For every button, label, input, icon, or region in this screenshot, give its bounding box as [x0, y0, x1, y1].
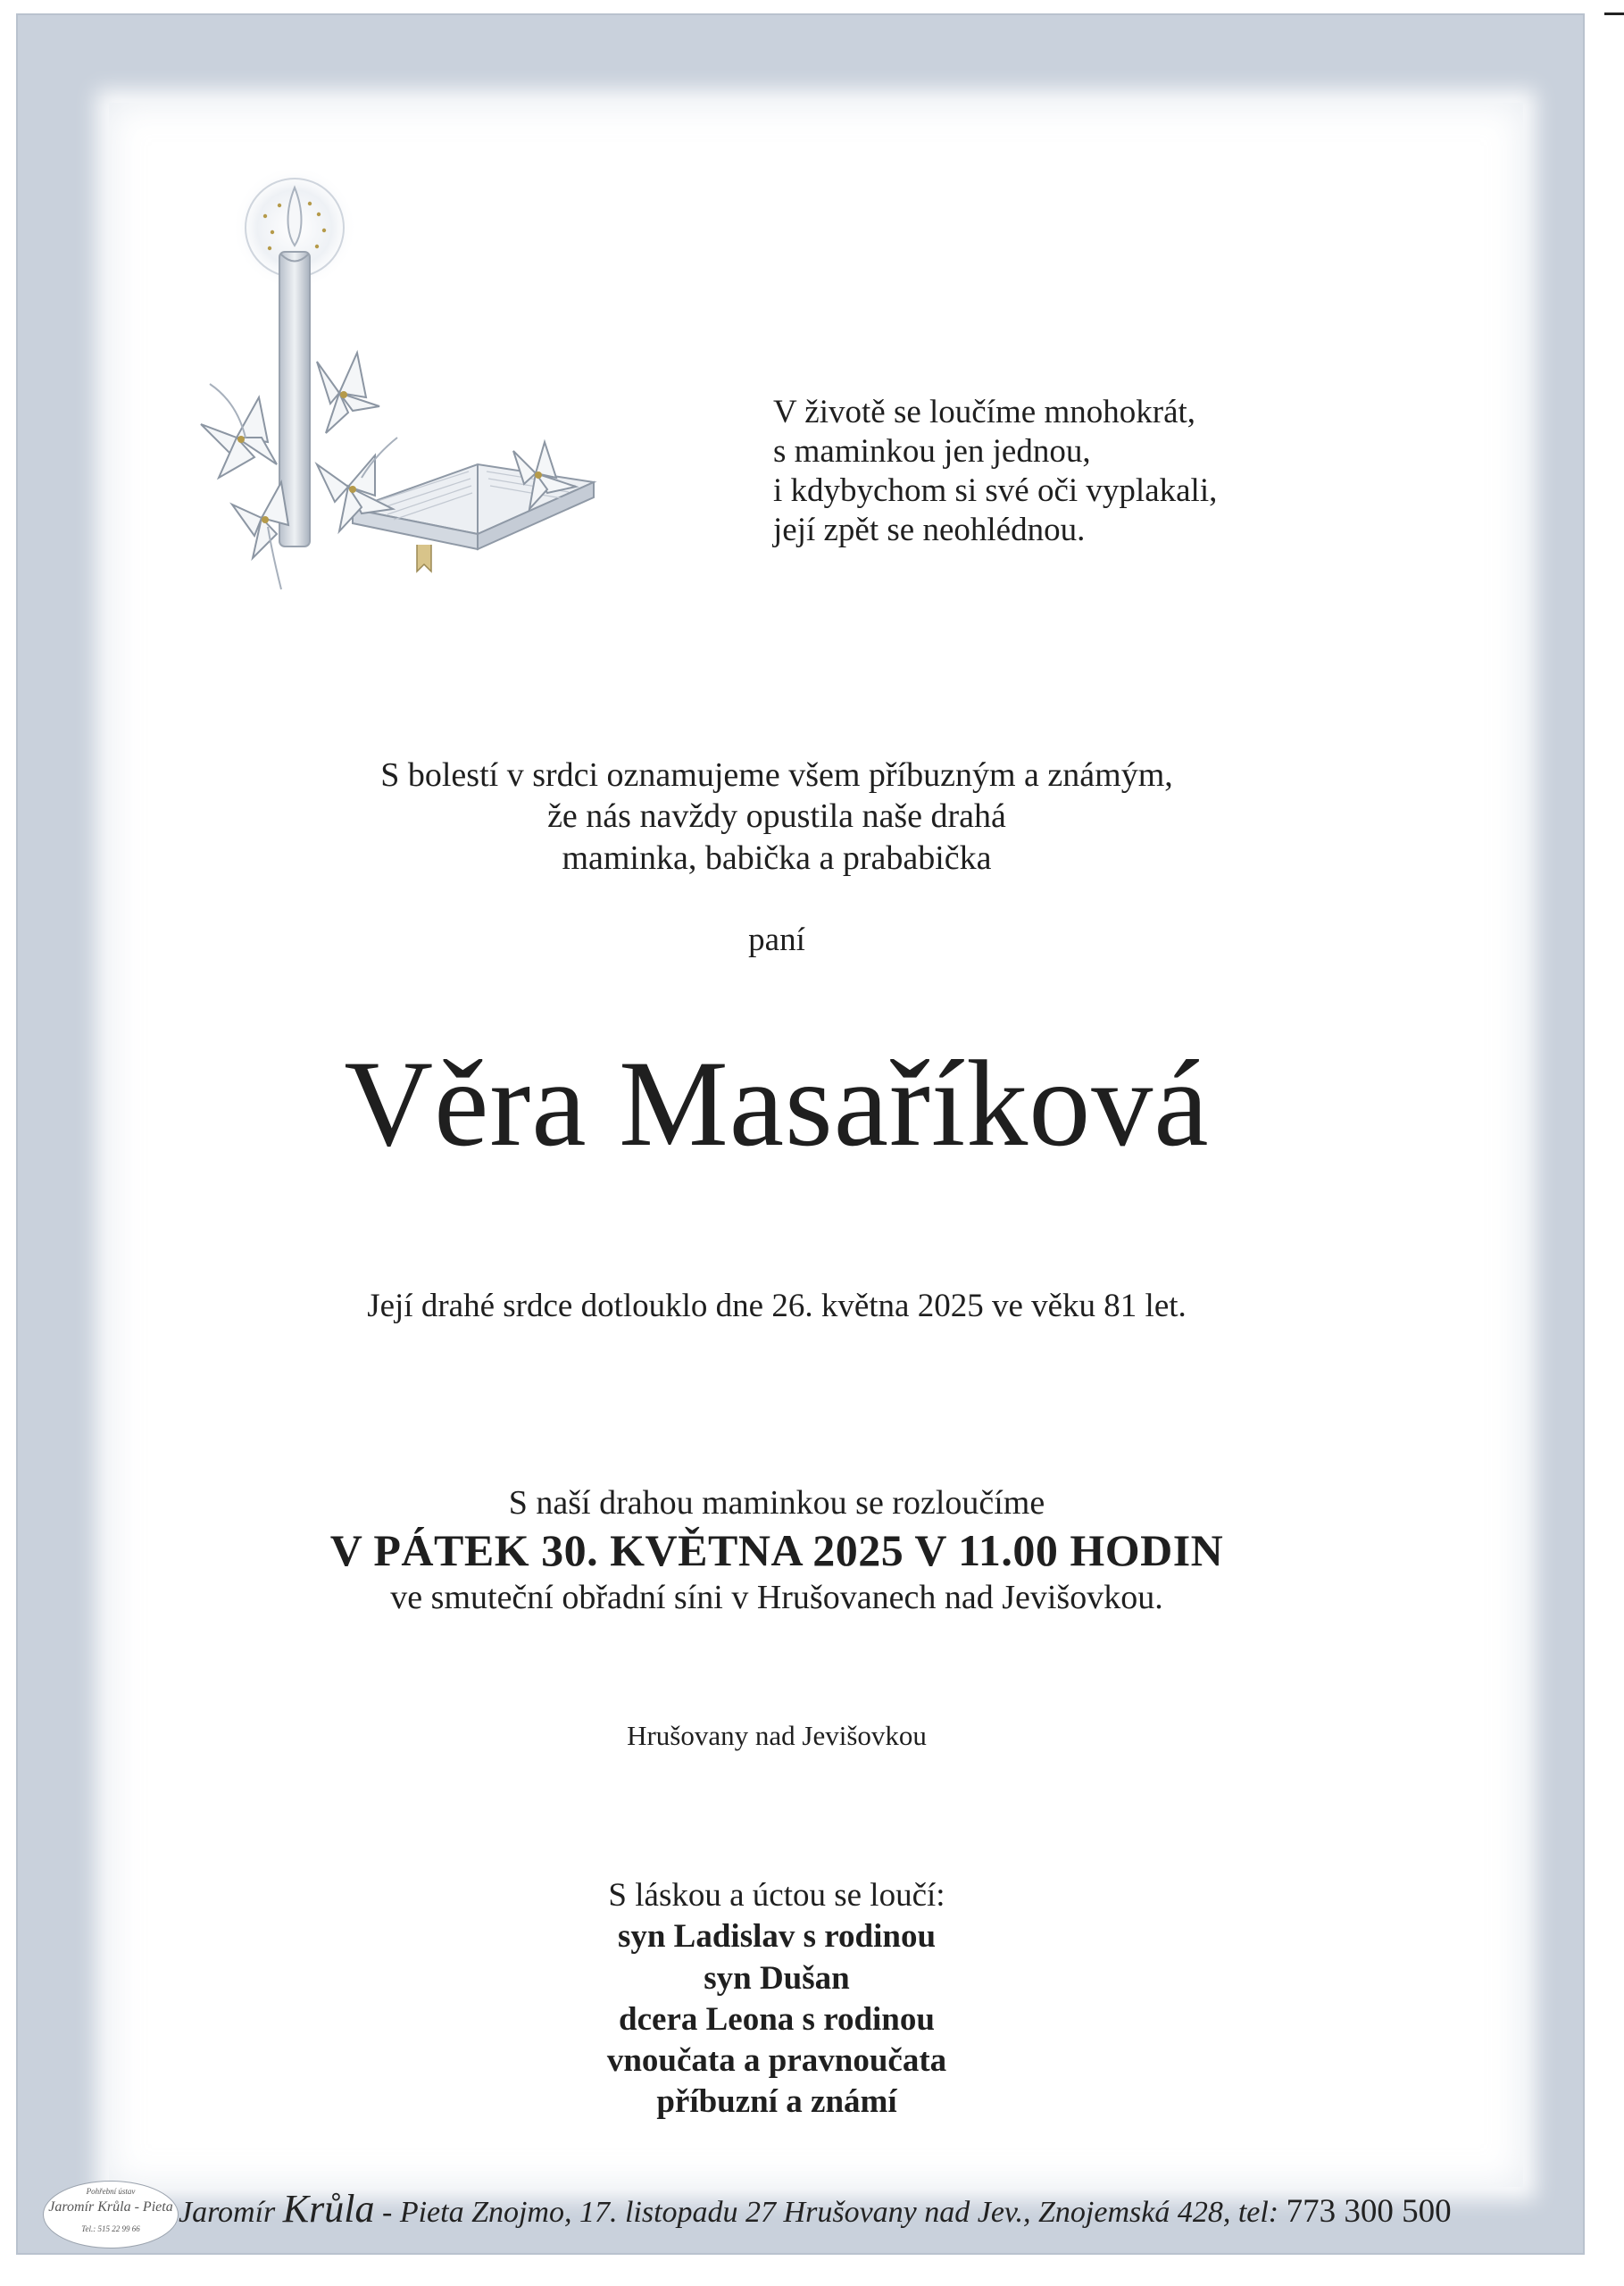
intro-line: maminka, babička a prababička: [562, 838, 992, 877]
mourner-item: příbuzní a známí: [656, 2083, 897, 2121]
announcement-intro: [268, 755, 1286, 879]
mourner-item: syn Ladislav s rodinou: [617, 1918, 937, 1956]
scan-edge-mark: [1604, 13, 1624, 15]
stamp-line: Pohřební ústav: [86, 2187, 136, 2196]
mourners-intro: S láskou a úctou se loučí:: [608, 1877, 945, 1914]
farewell-line: S naší drahou maminkou se rozloučíme: [508, 1484, 1045, 1522]
candle-lilies-book-illustration: [183, 170, 612, 634]
mourner-item: syn Dušan: [704, 1959, 850, 1997]
funeral-home-stamp: [43, 2181, 179, 2248]
footer-phone: 773 300 500: [1286, 2193, 1452, 2230]
footer-brand-name: Krůla: [282, 2187, 375, 2231]
mourner-item: vnoučata a pravnoučata: [606, 2042, 947, 2079]
footer-address: - Pieta Znojmo, 17. listopadu 27 Hrušovany nad Jev., Znojemská 428, tel:: [382, 2196, 1279, 2229]
place-name: Hrušovany nad Jevišovkou: [627, 1720, 927, 1751]
poem-line: s maminkou jen jednou,: [773, 433, 1091, 471]
funeral-announcement: [223, 1482, 1330, 1619]
funeral-home-footer: [179, 2186, 1571, 2232]
footer-brand-first: Jaromír: [179, 2196, 276, 2229]
death-notice: Její drahé srdce dotlouklo dne 26. května 2025 ve věku 81 let.: [367, 1288, 1187, 1324]
deceased-name: Věra Masaříková: [344, 1035, 1210, 1172]
stamp-line: Jaromír Krůla - Pieta: [48, 2199, 173, 2215]
poem-line: V životě se loučíme mnohokrát,: [773, 394, 1196, 430]
honorific: paní: [748, 922, 805, 958]
intro-line: že nás navždy opustila naše drahá: [547, 797, 1006, 836]
intro-line: S bolestí v srdci oznamujeme všem příbuzným a známým,: [380, 756, 1173, 794]
poem-line: i kdybychom si své oči vyplakali,: [773, 472, 1218, 510]
funeral-venue: ve smuteční obřadní síni v Hrušovanech nad Jevišovkou.: [390, 1579, 1163, 1617]
poem-verse: [773, 393, 1273, 550]
stamp-line: Tel.: 515 22 99 66: [81, 2224, 140, 2233]
funeral-datetime: V PÁTEK 30. KVĚTNA 2025 V 11.00 HODIN: [329, 1525, 1224, 1576]
mourner-item: dcera Leona s rodinou: [619, 2000, 935, 2038]
mourners-list: [402, 1875, 1152, 2123]
poem-line: její zpět se neohlédnou.: [773, 512, 1086, 549]
